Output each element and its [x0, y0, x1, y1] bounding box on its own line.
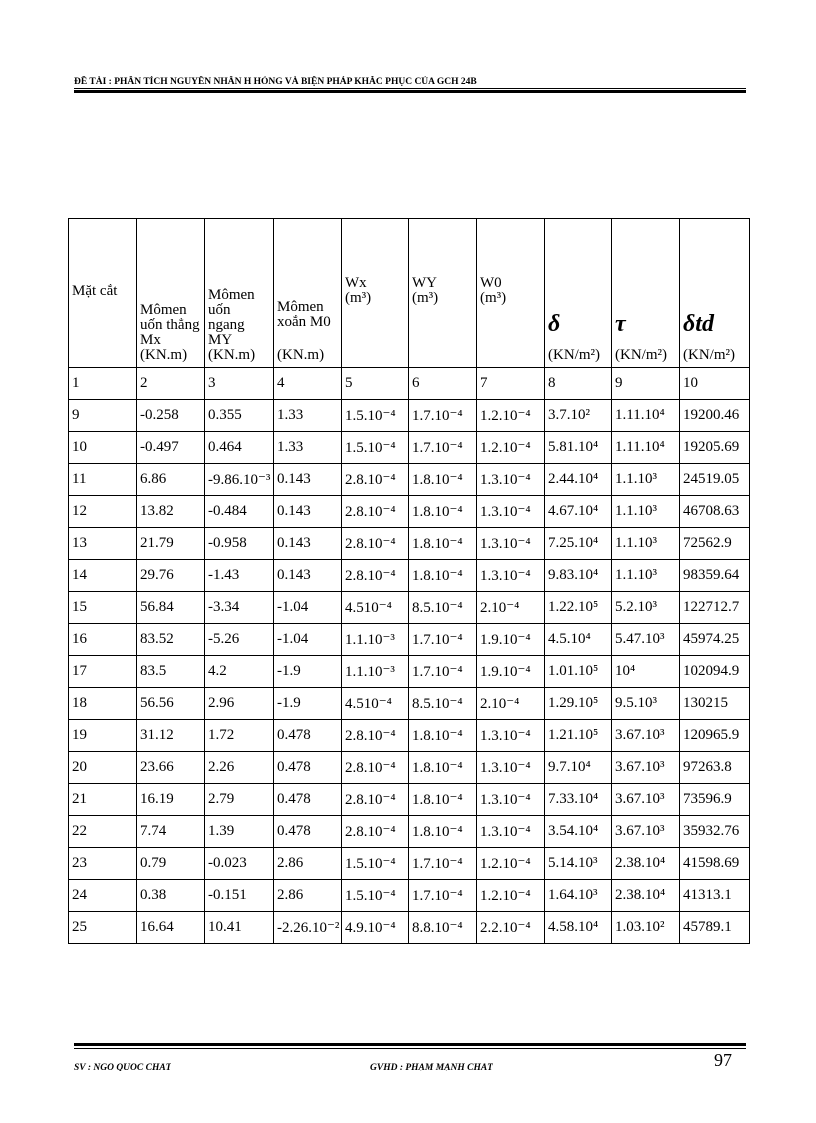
- table-cell: 13: [69, 528, 137, 560]
- footer-student: SV : NGÔ QUỐC CHẤT: [74, 1063, 172, 1071]
- table-row: [69, 496, 750, 528]
- table-row: [69, 464, 750, 496]
- table-cell: 3.54.10⁴: [545, 816, 612, 848]
- table-cell: 16: [69, 624, 137, 656]
- table-cell: -3.34: [205, 592, 274, 624]
- table-cell: 8.8.10⁻⁴: [409, 912, 477, 944]
- header-cell-m0: Mômen xoắn M0 (KN.m): [274, 219, 342, 368]
- header-cell-wy: WY (m³): [409, 219, 477, 368]
- table-cell: 1.33: [274, 432, 342, 464]
- table-cell: 0.478: [274, 784, 342, 816]
- table-cell: -2.26.10⁻²: [274, 912, 342, 944]
- table-cell: 2.26: [205, 752, 274, 784]
- table-row: [69, 624, 750, 656]
- table-cell: 0.143: [274, 496, 342, 528]
- table-cell: 12: [69, 496, 137, 528]
- table-cell: 4.9.10⁻⁴: [342, 912, 409, 944]
- column-number: 1: [69, 368, 137, 400]
- table-cell: -0.023: [205, 848, 274, 880]
- table-row: [69, 752, 750, 784]
- table-cell: 1.3.10⁻⁴: [477, 752, 545, 784]
- table-cell: 56.84: [137, 592, 205, 624]
- table-cell: 4.2: [205, 656, 274, 688]
- table-cell: 1.8.10⁻⁴: [409, 560, 477, 592]
- header-rule: [74, 88, 746, 89]
- column-number-row: [69, 368, 750, 400]
- table-cell: 1.5.10⁻⁴: [342, 400, 409, 432]
- table-cell: 8.5.10⁻⁴: [409, 688, 477, 720]
- table-cell: 0.478: [274, 816, 342, 848]
- table-cell: 4.510⁻⁴: [342, 688, 409, 720]
- table-cell: 1.2.10⁻⁴: [477, 880, 545, 912]
- table-cell: 31.12: [137, 720, 205, 752]
- table-cell: 14: [69, 560, 137, 592]
- table-cell: 15: [69, 592, 137, 624]
- table-cell: 3.67.10³: [612, 816, 680, 848]
- table-cell: 1.1.10⁻³: [342, 624, 409, 656]
- table-cell: 1.3.10⁻⁴: [477, 560, 545, 592]
- header-cell-delta-td: δtd (KN/m²): [680, 219, 750, 368]
- footer-rule-thick: [74, 1043, 746, 1046]
- table-cell: 0.143: [274, 560, 342, 592]
- table-cell: 1.5.10⁻⁴: [342, 432, 409, 464]
- table-cell: 1.2.10⁻⁴: [477, 432, 545, 464]
- table-cell: 2.8.10⁻⁴: [342, 464, 409, 496]
- column-number: 8: [545, 368, 612, 400]
- table-row: [69, 688, 750, 720]
- document-header-title: ĐỀ TÀI : PHÂN TÍCH NGUYÊN NHÂN H HỎNG VÀ BIỆN PHÁP KHẮC PHỤC CỦA GCH 24B: [74, 77, 477, 87]
- table-cell: 97263.8: [680, 752, 750, 784]
- table-cell: 1.7.10⁻⁴: [409, 400, 477, 432]
- table-cell: 2.96: [205, 688, 274, 720]
- table-cell: 41598.69: [680, 848, 750, 880]
- table-cell: 1.9.10⁻⁴: [477, 624, 545, 656]
- table-cell: 21: [69, 784, 137, 816]
- table-cell: 24519.05: [680, 464, 750, 496]
- header-cell-delta: δ (KN/m²): [545, 219, 612, 368]
- table-cell: 1.2.10⁻⁴: [477, 400, 545, 432]
- table-cell: 1.1.10⁻³: [342, 656, 409, 688]
- table-cell: -0.258: [137, 400, 205, 432]
- table-header-row: [69, 219, 750, 368]
- table-cell: 2.2.10⁻⁴: [477, 912, 545, 944]
- table-cell: 1.11.10⁴: [612, 432, 680, 464]
- table-cell: 120965.9: [680, 720, 750, 752]
- table-cell: 83.5: [137, 656, 205, 688]
- table-cell: 1.5.10⁻⁴: [342, 848, 409, 880]
- table-cell: 0.143: [274, 528, 342, 560]
- table-cell: 83.52: [137, 624, 205, 656]
- table-cell: 21.79: [137, 528, 205, 560]
- table-cell: 8.5.10⁻⁴: [409, 592, 477, 624]
- table-row: [69, 400, 750, 432]
- table-cell: 19205.69: [680, 432, 750, 464]
- table-cell: -1.04: [274, 624, 342, 656]
- table-row: [69, 720, 750, 752]
- table-cell: 0.478: [274, 752, 342, 784]
- table-cell: 4.58.10⁴: [545, 912, 612, 944]
- table-cell: 5.47.10³: [612, 624, 680, 656]
- table-cell: 10: [69, 432, 137, 464]
- table-cell: 0.478: [274, 720, 342, 752]
- table-cell: 1.7.10⁻⁴: [409, 656, 477, 688]
- column-number: 3: [205, 368, 274, 400]
- table-cell: 9.5.10³: [612, 688, 680, 720]
- table-cell: 72562.9: [680, 528, 750, 560]
- table-cell: 1.11.10⁴: [612, 400, 680, 432]
- header-cell-w0: W0 (m³): [477, 219, 545, 368]
- table-cell: 10⁴: [612, 656, 680, 688]
- table-cell: 1.1.10³: [612, 528, 680, 560]
- table-cell: 1.8.10⁻⁴: [409, 784, 477, 816]
- table-cell: -0.497: [137, 432, 205, 464]
- table-row: [69, 432, 750, 464]
- table-cell: 1.3.10⁻⁴: [477, 464, 545, 496]
- table-cell: 35932.76: [680, 816, 750, 848]
- table-cell: 3.67.10³: [612, 752, 680, 784]
- table-cell: 1.5.10⁻⁴: [342, 880, 409, 912]
- table-cell: 2.38.10⁴: [612, 848, 680, 880]
- header-cell-wx: Wx (m³): [342, 219, 409, 368]
- table-cell: 18: [69, 688, 137, 720]
- table-cell: 122712.7: [680, 592, 750, 624]
- table-cell: 2.79: [205, 784, 274, 816]
- header-cell-mx: Mômen uốn thẳng Mx (KN.m): [137, 219, 205, 368]
- table-cell: 23.66: [137, 752, 205, 784]
- table-cell: 9.7.10⁴: [545, 752, 612, 784]
- table-cell: -1.9: [274, 688, 342, 720]
- table-cell: 1.72: [205, 720, 274, 752]
- table-cell: 5.2.10³: [612, 592, 680, 624]
- table-row: [69, 656, 750, 688]
- table-cell: 1.3.10⁻⁴: [477, 816, 545, 848]
- table-cell: 1.8.10⁻⁴: [409, 752, 477, 784]
- table-cell: 1.29.10⁵: [545, 688, 612, 720]
- column-number: 6: [409, 368, 477, 400]
- table-cell: 10.41: [205, 912, 274, 944]
- table-cell: 22: [69, 816, 137, 848]
- table-cell: 4.5.10⁴: [545, 624, 612, 656]
- table-cell: 7.33.10⁴: [545, 784, 612, 816]
- table-cell: 45789.1: [680, 912, 750, 944]
- table-cell: 1.22.10⁵: [545, 592, 612, 624]
- table-cell: 2.8.10⁻⁴: [342, 784, 409, 816]
- table-cell: 13.82: [137, 496, 205, 528]
- table-cell: 45974.25: [680, 624, 750, 656]
- table-cell: 2.38.10⁴: [612, 880, 680, 912]
- table-cell: 1.33: [274, 400, 342, 432]
- table-cell: 2.8.10⁻⁴: [342, 528, 409, 560]
- table-cell: 1.7.10⁻⁴: [409, 432, 477, 464]
- stress-table: [68, 218, 750, 944]
- column-number: 4: [274, 368, 342, 400]
- table-row: [69, 816, 750, 848]
- table-cell: 16.64: [137, 912, 205, 944]
- table-cell: 1.8.10⁻⁴: [409, 528, 477, 560]
- table-cell: 1.3.10⁻⁴: [477, 720, 545, 752]
- table-cell: 5.14.10³: [545, 848, 612, 880]
- column-number: 2: [137, 368, 205, 400]
- table-cell: 1.1.10³: [612, 464, 680, 496]
- table-cell: 41313.1: [680, 880, 750, 912]
- table-row: [69, 848, 750, 880]
- table-row: [69, 560, 750, 592]
- table-cell: 24: [69, 880, 137, 912]
- table-row: [69, 880, 750, 912]
- table-cell: 1.21.10⁵: [545, 720, 612, 752]
- table-cell: 1.8.10⁻⁴: [409, 816, 477, 848]
- table-row: [69, 784, 750, 816]
- table-cell: 29.76: [137, 560, 205, 592]
- table-cell: 73596.9: [680, 784, 750, 816]
- table-cell: 9: [69, 400, 137, 432]
- column-number: 5: [342, 368, 409, 400]
- table-row: [69, 528, 750, 560]
- table-cell: -5.26: [205, 624, 274, 656]
- table-cell: 2.86: [274, 880, 342, 912]
- table-cell: 1.01.10⁵: [545, 656, 612, 688]
- table-cell: 0.355: [205, 400, 274, 432]
- table-cell: 5.81.10⁴: [545, 432, 612, 464]
- table-cell: 19: [69, 720, 137, 752]
- table-cell: 2.8.10⁻⁴: [342, 752, 409, 784]
- table-cell: 3.67.10³: [612, 720, 680, 752]
- table-cell: 1.1.10³: [612, 496, 680, 528]
- table-cell: 2.10⁻⁴: [477, 688, 545, 720]
- table-cell: 1.7.10⁻⁴: [409, 880, 477, 912]
- page-number: 97: [714, 1050, 732, 1070]
- table-cell: 20: [69, 752, 137, 784]
- column-number: 9: [612, 368, 680, 400]
- table-cell: 3.67.10³: [612, 784, 680, 816]
- table-cell: 56.56: [137, 688, 205, 720]
- table-cell: 130215: [680, 688, 750, 720]
- table-cell: 7.74: [137, 816, 205, 848]
- table-cell: 3.7.10²: [545, 400, 612, 432]
- table-cell: -0.151: [205, 880, 274, 912]
- table-cell: 2.10⁻⁴: [477, 592, 545, 624]
- table-cell: 16.19: [137, 784, 205, 816]
- table-cell: 1.03.10²: [612, 912, 680, 944]
- header-cell-section: Mặt cắt: [69, 219, 137, 368]
- table-cell: 1.9.10⁻⁴: [477, 656, 545, 688]
- table-cell: 1.8.10⁻⁴: [409, 496, 477, 528]
- table-cell: 23: [69, 848, 137, 880]
- table-cell: 102094.9: [680, 656, 750, 688]
- table-cell: 1.2.10⁻⁴: [477, 848, 545, 880]
- table-cell: 1.8.10⁻⁴: [409, 720, 477, 752]
- column-number: 7: [477, 368, 545, 400]
- table-row: [69, 912, 750, 944]
- table-cell: 2.8.10⁻⁴: [342, 816, 409, 848]
- table-cell: 4.510⁻⁴: [342, 592, 409, 624]
- header-rule-thick: [74, 90, 746, 93]
- table-cell: 2.44.10⁴: [545, 464, 612, 496]
- table-cell: 0.143: [274, 464, 342, 496]
- table-cell: 1.3.10⁻⁴: [477, 784, 545, 816]
- table-cell: -1.43: [205, 560, 274, 592]
- table-cell: -9.86.10⁻³: [205, 464, 274, 496]
- table-cell: 1.7.10⁻⁴: [409, 848, 477, 880]
- header-cell-tau: τ (KN/m²): [612, 219, 680, 368]
- column-number: 10: [680, 368, 750, 400]
- table-cell: 25: [69, 912, 137, 944]
- table-cell: -0.958: [205, 528, 274, 560]
- table-cell: 11: [69, 464, 137, 496]
- table-cell: -1.9: [274, 656, 342, 688]
- footer-advisor: GVHD : PHẠM MẠNH CHẤT: [370, 1063, 493, 1071]
- table-cell: 1.3.10⁻⁴: [477, 496, 545, 528]
- table-cell: -1.04: [274, 592, 342, 624]
- table-cell: 1.3.10⁻⁴: [477, 528, 545, 560]
- table-row: [69, 592, 750, 624]
- table-cell: 1.7.10⁻⁴: [409, 624, 477, 656]
- table-cell: 0.79: [137, 848, 205, 880]
- footer-rule: [74, 1048, 746, 1049]
- table-cell: 1.1.10³: [612, 560, 680, 592]
- table-cell: 4.67.10⁴: [545, 496, 612, 528]
- table-cell: 98359.64: [680, 560, 750, 592]
- table-cell: 9.83.10⁴: [545, 560, 612, 592]
- header-cell-my: Mômen uốn ngang MY (KN.m): [205, 219, 274, 368]
- table-cell: 17: [69, 656, 137, 688]
- table-cell: 19200.46: [680, 400, 750, 432]
- table-cell: 1.64.10³: [545, 880, 612, 912]
- table-cell: 2.8.10⁻⁴: [342, 560, 409, 592]
- table-cell: 2.86: [274, 848, 342, 880]
- table-cell: 6.86: [137, 464, 205, 496]
- table-cell: 2.8.10⁻⁴: [342, 720, 409, 752]
- table-cell: 0.464: [205, 432, 274, 464]
- table-cell: 1.8.10⁻⁴: [409, 464, 477, 496]
- table-cell: 0.38: [137, 880, 205, 912]
- table-cell: -0.484: [205, 496, 274, 528]
- table-cell: 7.25.10⁴: [545, 528, 612, 560]
- table-cell: 2.8.10⁻⁴: [342, 496, 409, 528]
- table-cell: 1.39: [205, 816, 274, 848]
- table-cell: 46708.63: [680, 496, 750, 528]
